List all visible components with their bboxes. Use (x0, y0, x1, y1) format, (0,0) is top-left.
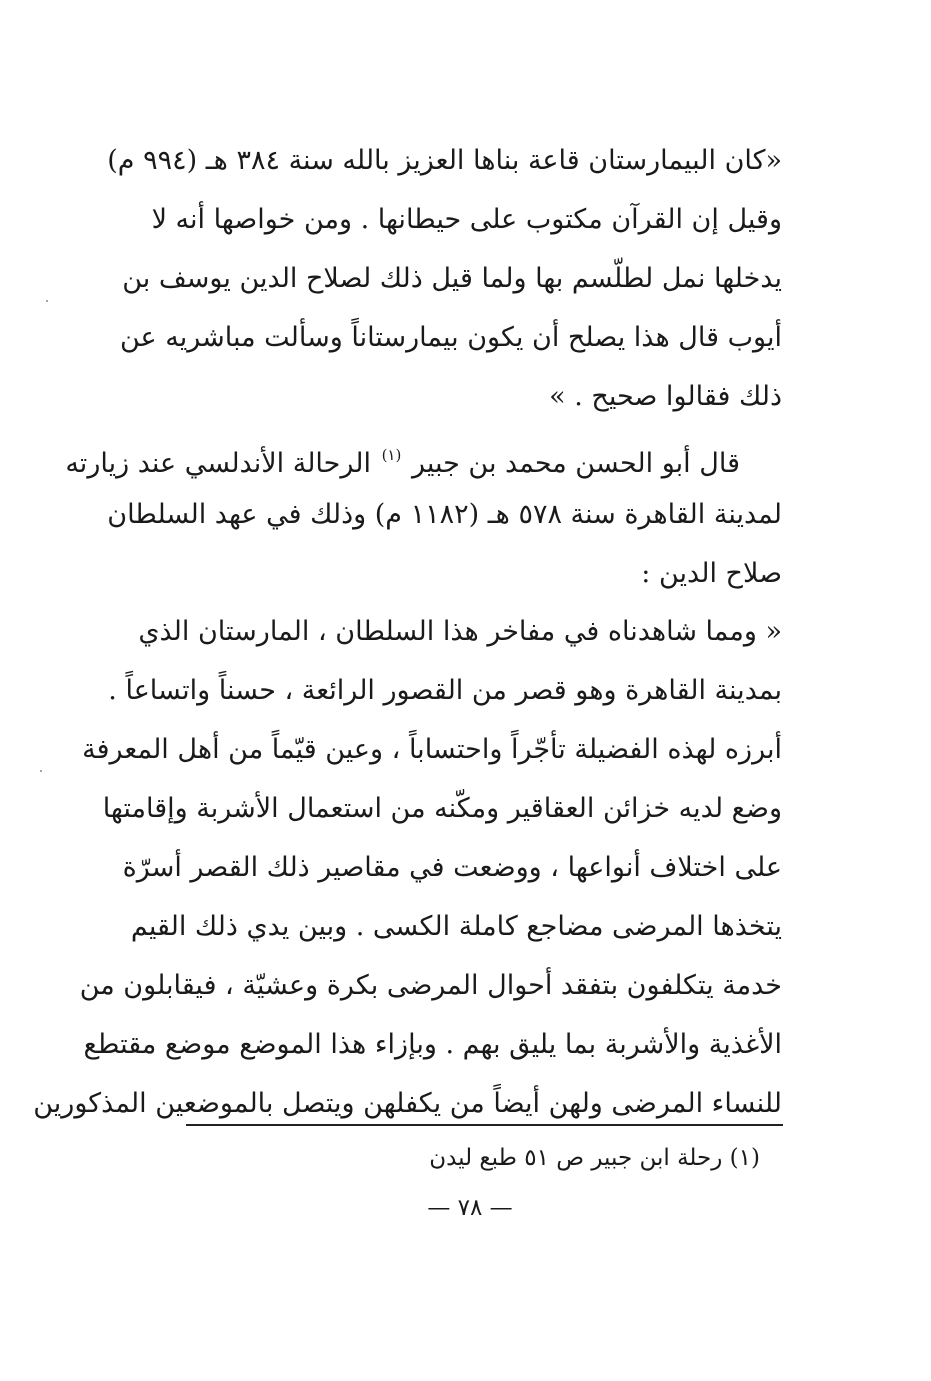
footnote-reference: (١) (381, 446, 402, 464)
text-line: وضع لديه خزائن العقاقير ومكّنه من استعمال الأشربة وإقامتها (102, 793, 782, 824)
text-line: ذلك فقالوا صحيح . » (549, 381, 782, 412)
footnote-divider (186, 1124, 783, 1126)
text-segment: الرحالة الأندلسي عند زيارته (65, 448, 371, 479)
text-line: على اختلاف أنواعها ، ووضعت في مقاصير ذلك القصر أسرّة (122, 852, 782, 883)
text-line: صلاح الدين : (641, 558, 782, 589)
footnote (380, 1140, 760, 1176)
text-line: أبرزه لهذه الفضيلة تأجّراً واحتساباً ، وعين قيّماً من أهل المعرفة (82, 734, 782, 765)
text-line: خدمة يتكلفون بتفقد أحوال المرضى بكرة وعشيّة ، فيقابلون من (79, 970, 782, 1001)
text-line: لمدينة القاهرة سنة ٥٧٨ هـ (١١٨٢ م) وذلك في عهد السلطان (107, 499, 782, 530)
scan-speck (46, 300, 48, 302)
footnote-number: (١) (729, 1145, 760, 1171)
scan-speck (40, 770, 42, 772)
text-line: « ومما شاهدناه في مفاخر هذا السلطان ، المارستان الذي (138, 616, 782, 647)
quote-paragraph-maristan (33, 602, 782, 1133)
text-line: «كان البيمارستان قاعة بناها العزيز بالله سنة ٣٨٤ هـ (٩٩٤ م) (107, 145, 782, 176)
text-line: بمدينة القاهرة وهو قصر من القصور الرائعة ، حسناً واتساعاً . (108, 675, 782, 706)
text-line: يتخذها المرضى مضاجع كاملة الكسى . وبين يدي ذلك القيم (130, 911, 782, 942)
quote-paragraph-bimaristan (107, 131, 782, 426)
text-line: للنساء المرضى ولهن أيضاً من يكفلهن ويتصل بالموضعين المذكورين (33, 1088, 782, 1119)
page-number: — ٧٨ — (427, 1195, 513, 1221)
text-line: يدخلها نمل لطلّسم بها ولما قيل ذلك لصلاح الدين يوسف بن (122, 263, 782, 294)
text-line-with-footnote (65, 426, 782, 485)
text-segment: قال أبو الحسن محمد بن جبير (411, 448, 740, 479)
ibn-jubayr-intro-paragraph (65, 426, 782, 603)
text-line: الأغذية والأشربة بما يليق بهم . وبإزاء هذا الموضع موضع مقتطع (83, 1029, 782, 1060)
text-line: وقيل إن القرآن مكتوب على حيطانها . ومن خواصها أنه لا (151, 204, 782, 235)
text-line: أيوب قال هذا يصلح أن يكون بيمارستاناً وسألت مباشريه عن (119, 322, 782, 353)
footnote-text: رحلة ابن جبير ص ٥١ طبع ليدن (429, 1145, 723, 1171)
